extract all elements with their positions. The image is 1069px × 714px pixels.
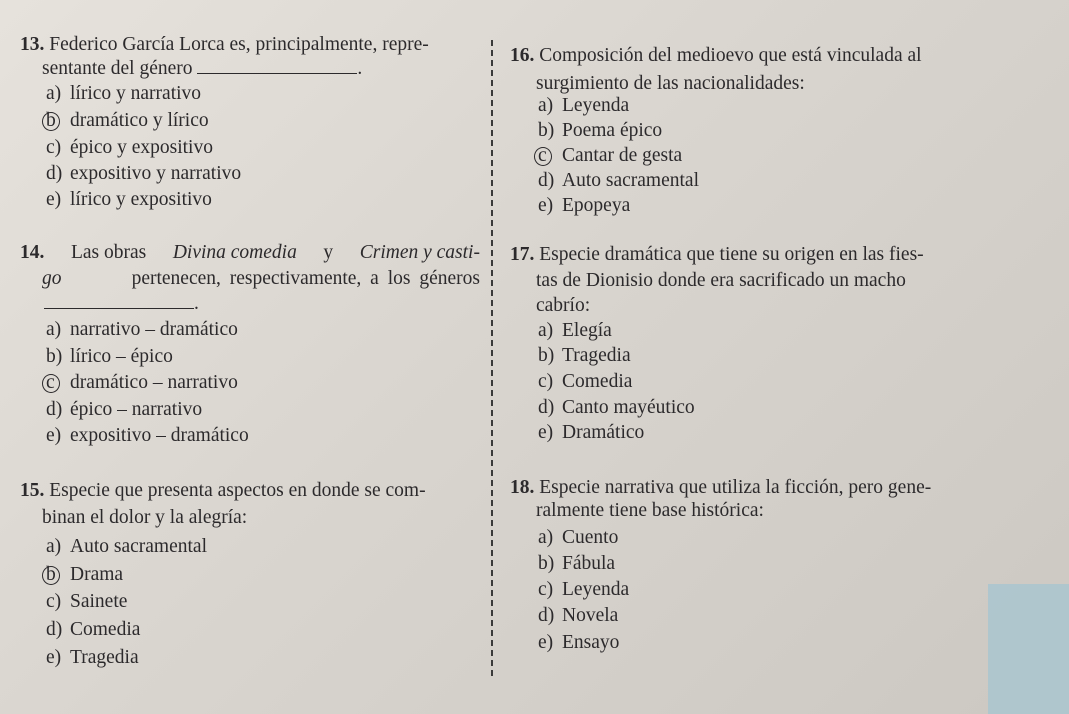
option-17-c[interactable]: c) Comedia xyxy=(538,371,633,392)
option-15-b[interactable]: b Drama xyxy=(46,564,123,586)
question-16-number: 16. xyxy=(510,45,535,66)
option-16-b[interactable]: b) Poema épico xyxy=(538,120,663,141)
question-15-number: 15. xyxy=(20,480,45,501)
question-14-stem-line1: 14. Las obras Divina comedia y Crimen y casti- xyxy=(20,242,480,263)
question-17-stem-line2: tas de Dionisio donde era sacrificado un macho xyxy=(536,270,906,291)
question-14-stem-line3: . xyxy=(44,292,199,315)
option-13-e[interactable]: e) lírico y expositivo xyxy=(46,189,212,210)
option-16-c[interactable]: c Cantar de gesta xyxy=(538,145,682,167)
option-16-d[interactable]: d) Auto sacramental xyxy=(538,170,699,191)
option-18-b[interactable]: b) Fábula xyxy=(538,553,616,574)
option-16-a[interactable]: a) Leyenda xyxy=(538,95,630,116)
question-16-stem-line1: 16. Composición del medioevo que está vinculada al xyxy=(510,45,922,66)
option-14-b[interactable]: b) lírico – épico xyxy=(46,346,173,367)
option-18-e[interactable]: e) Ensayo xyxy=(538,632,620,653)
question-14-number: 14. xyxy=(20,242,45,263)
question-15-stem-line1: 15. Especie que presenta aspectos en donde se com- xyxy=(20,480,426,501)
option-13-a[interactable]: a) lírico y narrativo xyxy=(46,83,202,104)
option-15-a[interactable]: a) Auto sacramental xyxy=(46,536,207,557)
option-15-c[interactable]: c) Sainete xyxy=(46,591,128,612)
option-13-c[interactable]: c) épico y expositivo xyxy=(46,137,213,158)
question-14-stem-line2: go pertenecen, respectivamente, a los géneros xyxy=(42,268,480,289)
circle-mark-icon xyxy=(42,112,60,131)
circle-mark-icon xyxy=(42,374,60,393)
question-17-stem-line1: 17. Especie dramática que tiene su origen en las fies- xyxy=(510,244,924,265)
circle-mark-icon xyxy=(534,147,552,166)
question-16-stem-line2: surgimiento de las nacionalidades: xyxy=(536,73,805,94)
question-17-number: 17. xyxy=(510,244,535,265)
option-13-d[interactable]: d) expositivo y narrativo xyxy=(46,163,242,184)
question-18-stem-line1: 18. Especie narrativa que utiliza la ficción, pero gene- xyxy=(510,477,932,498)
option-17-a[interactable]: a) Elegía xyxy=(538,320,612,341)
answer-blank[interactable] xyxy=(197,57,357,74)
circle-mark-icon xyxy=(42,566,60,585)
option-18-c[interactable]: c) Leyenda xyxy=(538,579,630,600)
option-17-d[interactable]: d) Canto mayéutico xyxy=(538,397,695,418)
question-17-stem-line3: cabrío: xyxy=(536,295,591,316)
question-18-stem-line2: ralmente tiene base histórica: xyxy=(536,500,764,521)
answer-blank[interactable] xyxy=(44,292,194,309)
background-object xyxy=(988,584,1069,714)
option-14-c[interactable]: c dramático – narrativo xyxy=(46,372,238,394)
option-14-a[interactable]: a) narrativo – dramático xyxy=(46,319,238,340)
option-17-e[interactable]: e) Dramático xyxy=(538,422,645,443)
question-13-number: 13. xyxy=(20,34,45,55)
option-17-b[interactable]: b) Tragedia xyxy=(538,345,631,366)
option-14-e[interactable]: e) expositivo – dramático xyxy=(46,425,249,446)
question-13-stem-line1: 13. Federico García Lorca es, principalmente, repre- xyxy=(20,34,429,55)
question-15-stem-line2: binan el dolor y la alegría: xyxy=(42,507,248,528)
question-18-number: 18. xyxy=(510,477,535,498)
column-divider xyxy=(491,40,493,676)
option-14-d[interactable]: d) épico – narrativo xyxy=(46,399,203,420)
option-16-e[interactable]: e) Epopeya xyxy=(538,195,631,216)
option-18-d[interactable]: d) Novela xyxy=(538,605,619,626)
option-18-a[interactable]: a) Cuento xyxy=(538,527,619,548)
option-13-b[interactable]: b dramático y lírico xyxy=(46,110,209,132)
option-15-e[interactable]: e) Tragedia xyxy=(46,647,139,668)
question-13-stem-line2: sentante del género . xyxy=(42,58,363,79)
option-15-d[interactable]: d) Comedia xyxy=(46,619,141,640)
